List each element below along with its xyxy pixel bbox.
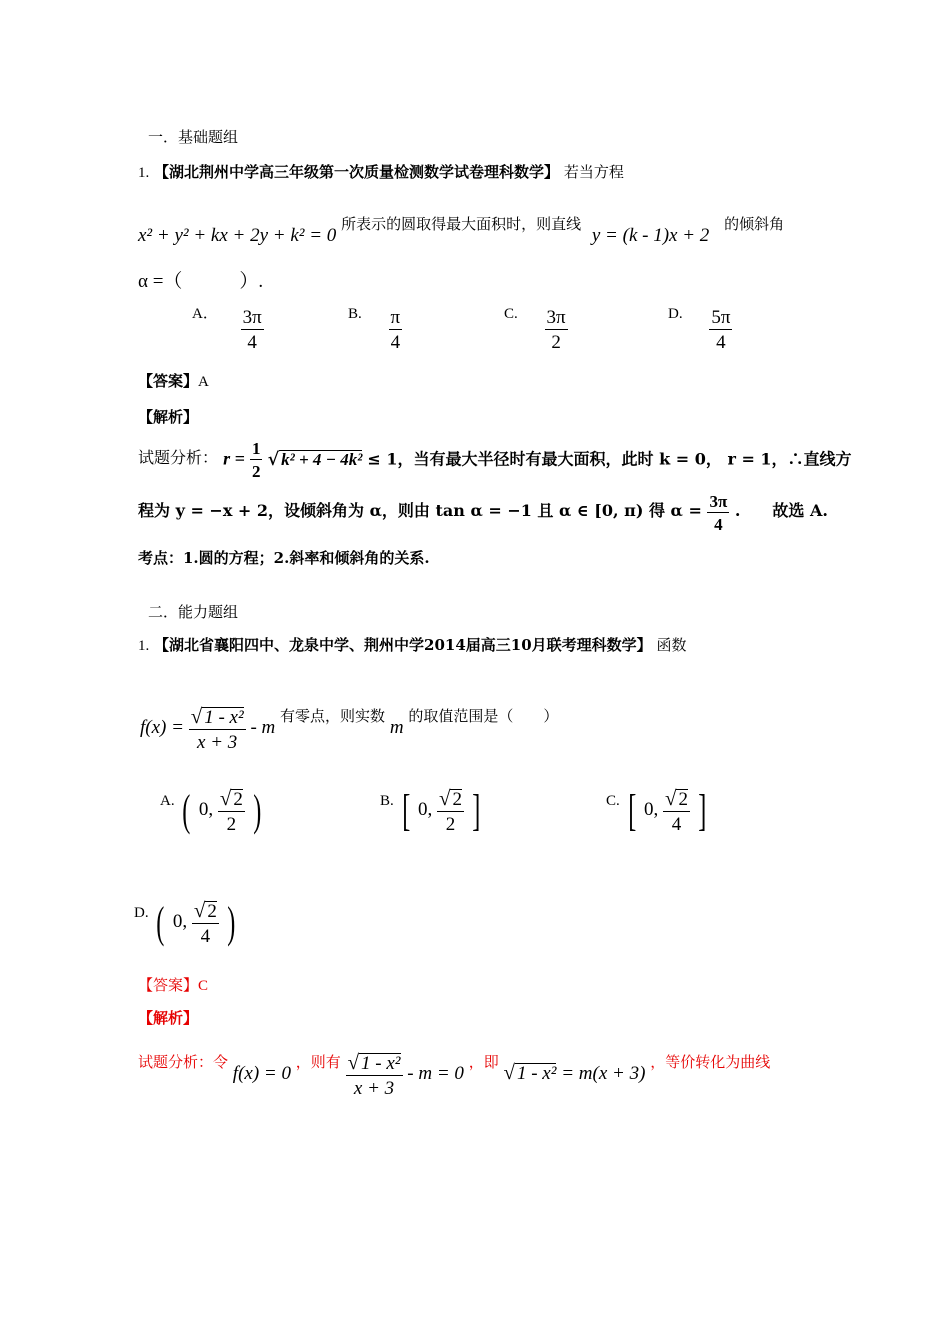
sqrt-icon: √ [665, 786, 677, 810]
fraction-denominator: 2 [226, 814, 237, 835]
interval-zero: 0, [198, 799, 214, 820]
analysis-2-line [138, 1052, 770, 1098]
analysis-intro: 试题分析： [138, 447, 219, 467]
fraction-numerator [218, 788, 245, 812]
fraction-numerator: 3π [242, 307, 262, 328]
fraction-numerator [346, 1052, 403, 1076]
option-label: D. [668, 306, 683, 322]
option-label: D. [134, 905, 149, 921]
sqrt-icon: √ [503, 1060, 515, 1084]
question-2-header [138, 638, 686, 654]
fraction-denominator: 2 [251, 462, 261, 481]
option-fraction [218, 788, 245, 834]
option-fraction [192, 900, 219, 946]
fraction-numerator [192, 900, 219, 924]
fraction-numerator: 3π [709, 492, 728, 511]
analysis-1-line2 [138, 493, 828, 533]
option-label: B. [348, 306, 362, 322]
option-a[interactable] [192, 308, 264, 352]
question-1-line2 [138, 214, 785, 246]
fraction-numerator: π [390, 307, 401, 328]
question-source: 【湖北省襄阳四中、龙泉中学、荆州中学2014届高三10月联考理科数学】 [154, 636, 652, 654]
answer-label: 【答案】 [138, 372, 199, 390]
option-label: A. [160, 793, 175, 809]
sqrt-icon: √ [439, 786, 451, 810]
option-label: A． [192, 306, 218, 322]
fraction-denominator: 4 [714, 515, 723, 534]
analysis-answer-fraction [707, 493, 729, 533]
fraction-denominator: 4 [247, 332, 257, 353]
fraction-denominator: x + 3 [353, 1078, 395, 1099]
option-a[interactable] [160, 788, 264, 834]
answer-2 [138, 978, 208, 994]
question-text-intro: 函数 [656, 636, 687, 654]
analysis-label: 【解析】 [138, 1009, 199, 1027]
interval-open-bracket: ( [182, 786, 191, 835]
analysis-r: r = [223, 448, 245, 469]
analysis-tail: ，等价转化为曲线 [650, 1053, 771, 1071]
question-source: 【湖北荆州中学高三年级第一次质量检测数学试卷理科数学】 [154, 163, 560, 181]
fraction-denominator: 2 [551, 332, 561, 353]
question-1-header [138, 165, 624, 181]
radicand: 1 - x² [204, 707, 244, 728]
sqrt-icon: √ [219, 786, 232, 810]
analysis-label: 【解析】 [138, 408, 199, 426]
option-label: C. [606, 793, 620, 809]
analysis-sqrt-expr [503, 1060, 557, 1084]
analysis-minus-m: - m = 0 [407, 1063, 464, 1084]
option-fraction [241, 308, 264, 352]
option-b[interactable] [380, 788, 483, 834]
analysis-key-points: 考点：1.圆的方程；2.斜率和倾斜角的关系. [138, 549, 430, 567]
interval-close-bracket: ] [472, 786, 481, 835]
analysis-half [250, 440, 263, 480]
question-tail-text: 的取值范围是（ ） [408, 707, 559, 725]
question-text-intro: 若当方程 [563, 163, 624, 181]
radicand: 2 [207, 901, 217, 922]
sqrt-icon: √ [347, 1050, 360, 1074]
interval-zero: 0, [417, 799, 433, 820]
option-label: C. [504, 306, 518, 322]
option-d[interactable] [668, 308, 732, 352]
analysis-line1-rest: ≤ 1，当有最大半径时有最大面积，此时 k = 0， r = 1，∴直线方 [367, 449, 852, 469]
analysis-line2-end: . 故选 A. [734, 500, 828, 520]
section-heading-ability: 二．能力题组 [148, 603, 239, 621]
fraction-numerator [663, 788, 690, 812]
answer-label: 【答案】 [138, 976, 199, 994]
answer-1 [138, 374, 209, 390]
interval-zero: 0, [643, 799, 659, 820]
question-number: 1. [138, 165, 150, 181]
analysis-intro: 试题分析：令 [138, 1053, 229, 1071]
alpha-blank-line: α =（ ）. [138, 271, 264, 292]
analysis-rhs: = m(x + 3) [561, 1063, 646, 1084]
option-fraction [389, 308, 403, 352]
radicand: 1 - x² [516, 1063, 557, 1084]
analysis-connector-2: ，即 [468, 1053, 499, 1071]
analysis-f-equation: f(x) = 0 [232, 1063, 291, 1084]
analysis-fraction [346, 1052, 403, 1098]
fraction-denominator: 4 [716, 332, 726, 353]
option-label: B. [380, 793, 394, 809]
analysis-line2-text: 程为 y = −x + 2，设倾斜角为 α，则由 tan α = −1 且 α ∈ [0, π) 得 α = [138, 500, 702, 520]
option-d[interactable] [134, 900, 238, 946]
fraction-numerator: 5π [711, 307, 731, 328]
section-heading-basic: 一．基础题组 [148, 128, 239, 146]
radicand: 1 - x² [361, 1053, 401, 1074]
interval-open-bracket: [ [627, 786, 636, 835]
interval-zero: 0, [172, 911, 188, 932]
fraction-numerator: 3π [546, 307, 566, 328]
fraction-denominator: 2 [445, 814, 456, 835]
question-number: 1. [138, 638, 150, 654]
option-c[interactable] [606, 788, 709, 834]
sqrt-icon: √ [267, 448, 280, 470]
option-fraction [545, 308, 568, 352]
question-2-function-line [140, 706, 558, 752]
function-tail: - m [250, 717, 276, 738]
radicand: 2 [452, 789, 462, 810]
question-mid-text: 所表示的圆取得最大面积时，则直线 [341, 215, 582, 233]
fraction-numerator: 1 [251, 439, 261, 458]
fraction-numerator [189, 706, 246, 730]
answer-value: A [198, 374, 209, 390]
function-lhs: f(x) = [140, 717, 184, 738]
option-fraction [663, 788, 690, 834]
option-fraction [709, 308, 732, 352]
analysis-connector: ，则有 [295, 1053, 341, 1071]
variable-m: m [389, 717, 404, 738]
fraction-denominator: 4 [390, 332, 401, 353]
analysis-1-line1 [138, 440, 852, 480]
analysis-radicand: k² + 4 − 4k² [281, 449, 363, 469]
option-b[interactable] [348, 308, 402, 352]
fraction-numerator [437, 788, 464, 812]
option-c[interactable] [504, 308, 568, 352]
interval-close-bracket: ) [226, 898, 235, 947]
fraction-denominator: 4 [671, 814, 682, 835]
interval-open-bracket: [ [401, 786, 410, 835]
sqrt-icon: √ [190, 704, 203, 728]
radicand: 2 [678, 789, 688, 810]
option-fraction [437, 788, 464, 834]
answer-value: C [198, 978, 209, 994]
circle-equation: x² + y² + kx + 2y + k² = 0 [138, 225, 337, 246]
fraction-denominator: x + 3 [197, 732, 238, 753]
question-mid-text: 有零点，则实数 [280, 707, 386, 725]
function-fraction [189, 706, 246, 752]
line-equation: y = (k - 1)x + 2 [591, 225, 710, 246]
question-tail-text: 的倾斜角 [724, 215, 785, 233]
sqrt-icon: √ [193, 898, 206, 922]
interval-close-bracket: ] [698, 786, 707, 835]
radicand: 2 [233, 789, 243, 810]
fraction-denominator: 4 [200, 926, 211, 947]
interval-open-bracket: ( [156, 898, 165, 947]
interval-close-bracket: ) [252, 786, 261, 835]
